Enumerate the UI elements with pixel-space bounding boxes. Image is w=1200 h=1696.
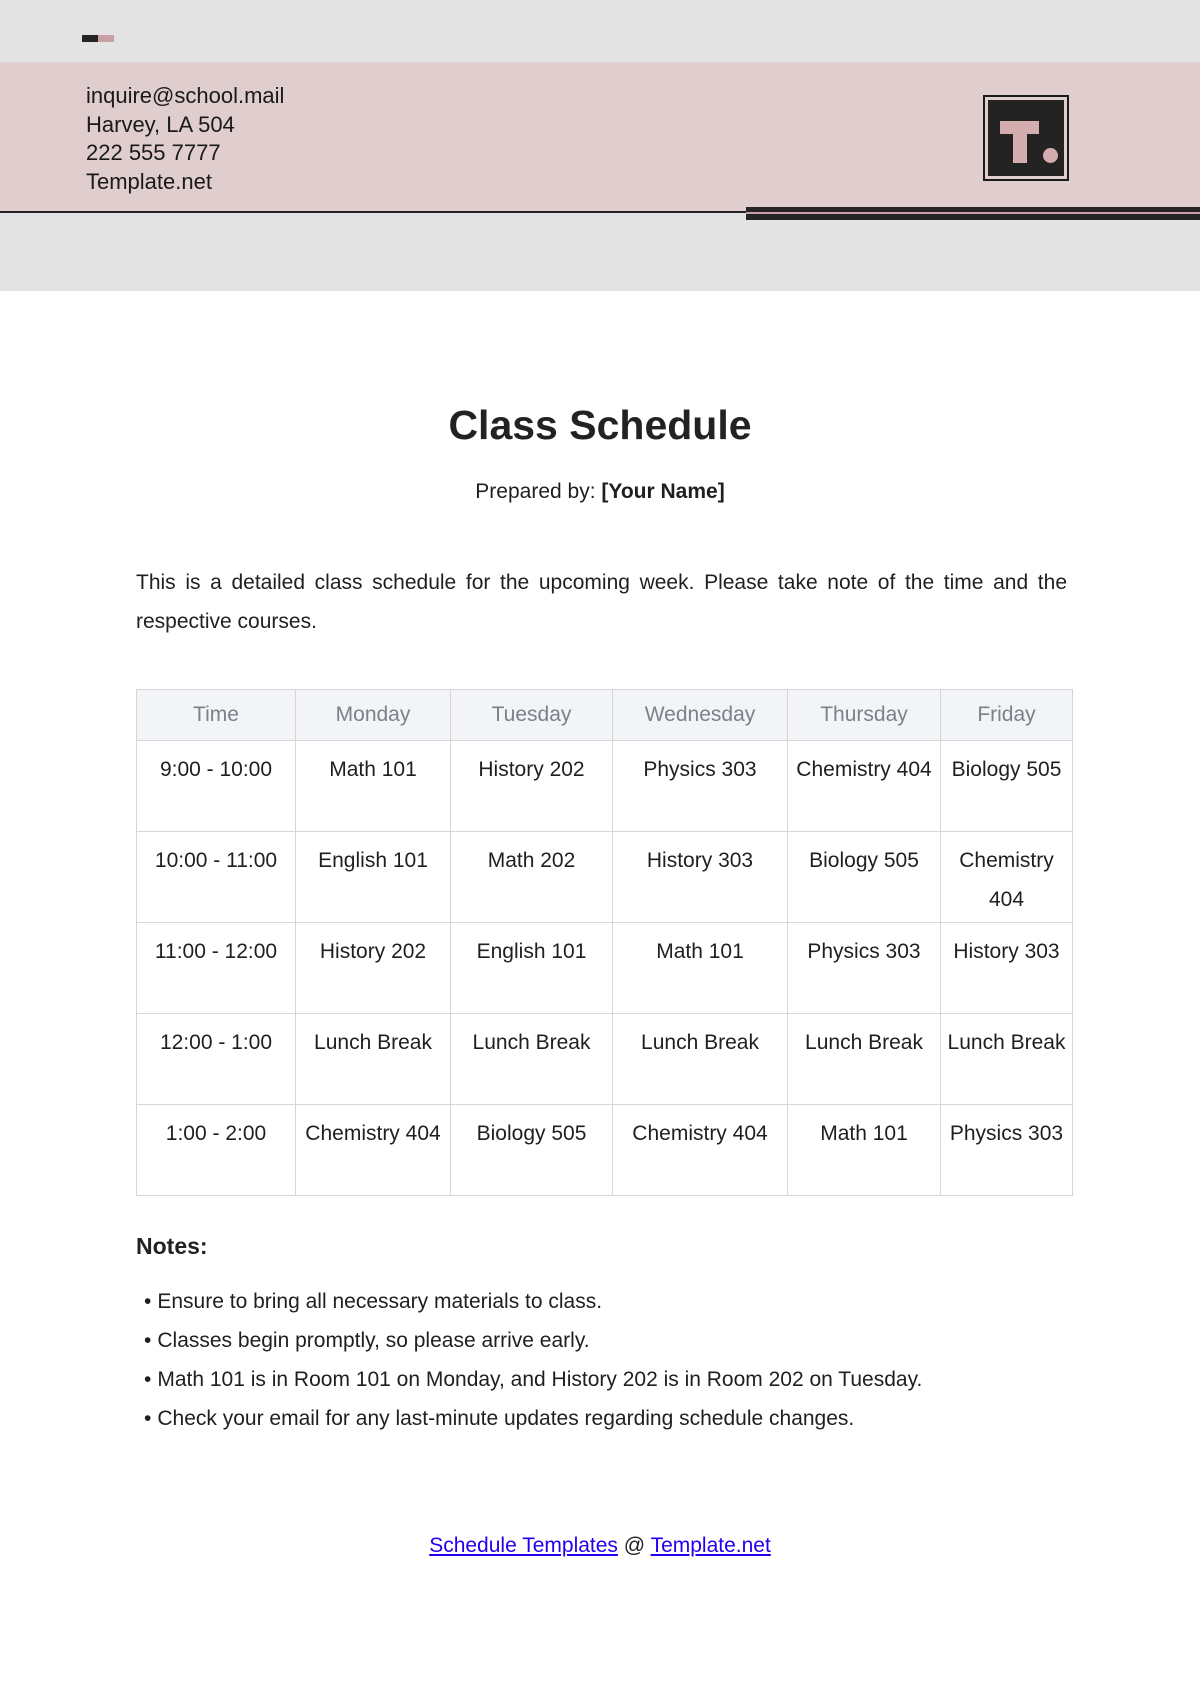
schedule-templates-link[interactable]: Schedule Templates <box>429 1534 618 1557</box>
cell: History 303 <box>941 923 1073 1014</box>
note-item: • Ensure to bring all necessary materials to class. <box>144 1282 922 1321</box>
page-title: Class Schedule <box>448 402 752 448</box>
notes-list <box>144 1282 922 1438</box>
cell: Lunch Break <box>451 1014 613 1105</box>
table-row <box>137 1105 1073 1196</box>
intro-paragraph: This is a detailed class schedule for the upcoming week. Please take note of the time and the respective courses. <box>136 571 1067 633</box>
schedule-table <box>136 689 1073 1196</box>
header-thursday: Thursday <box>788 690 941 741</box>
contact-website: Template.net <box>86 168 212 194</box>
prepared-label: Prepared by: <box>475 480 596 503</box>
cell: Chemistry 404 <box>613 1105 788 1196</box>
cell: Math 101 <box>296 741 451 832</box>
prepared-name: [Your Name] <box>601 480 725 503</box>
header-time: Time <box>137 690 296 741</box>
footer <box>0 1534 1200 1558</box>
cell: English 101 <box>296 832 451 923</box>
footer-separator: @ <box>623 1534 646 1557</box>
cell: Math 101 <box>788 1105 941 1196</box>
accent-mark <box>82 35 114 42</box>
cell-time: 11:00 - 12:00 <box>137 923 296 1014</box>
header-tuesday: Tuesday <box>451 690 613 741</box>
cell: Lunch Break <box>941 1014 1073 1105</box>
contact-address: Harvey, LA 504 <box>86 111 235 137</box>
header-friday: Friday <box>941 690 1073 741</box>
note-item: • Classes begin promptly, so please arrive early. <box>144 1321 922 1360</box>
accent-mark-dark <box>82 35 98 42</box>
note-item: • Check your email for any last-minute updates regarding schedule changes. <box>144 1399 922 1438</box>
cell: History 202 <box>296 923 451 1014</box>
cell: Chemistry 404 <box>788 741 941 832</box>
cell-time: 9:00 - 10:00 <box>137 741 296 832</box>
table-row <box>137 1014 1073 1105</box>
logo-t-stem <box>1013 121 1027 163</box>
contact-phone: 222 555 7777 <box>86 140 221 165</box>
table-row <box>137 832 1073 923</box>
template-logo-icon <box>983 95 1069 181</box>
cell: Physics 303 <box>613 741 788 832</box>
cell: History 303 <box>613 832 788 923</box>
cell-time: 1:00 - 2:00 <box>137 1105 296 1196</box>
accent-mark-pink <box>98 35 114 42</box>
cell: History 202 <box>451 741 613 832</box>
cell: Physics 303 <box>788 923 941 1014</box>
cell: Physics 303 <box>941 1105 1073 1196</box>
header-wednesday: Wednesday <box>613 690 788 741</box>
cell: Biology 505 <box>788 832 941 923</box>
note-item: • Math 101 is in Room 101 on Monday, and History 202 is in Room 202 on Tuesday. <box>144 1360 922 1399</box>
header-divider-line <box>0 211 750 213</box>
table-header-row <box>137 690 1073 741</box>
cell: Lunch Break <box>613 1014 788 1105</box>
table-row <box>137 741 1073 832</box>
prepared-by <box>0 480 1200 504</box>
notes-heading: Notes: <box>136 1233 208 1259</box>
logo-dot <box>1043 148 1058 163</box>
contact-info <box>86 82 284 196</box>
table-row <box>137 923 1073 1014</box>
double-bar-bottom <box>746 214 1200 220</box>
header-monday: Monday <box>296 690 451 741</box>
cell: Biology 505 <box>451 1105 613 1196</box>
cell: English 101 <box>451 923 613 1014</box>
cell: Math 202 <box>451 832 613 923</box>
cell: Chemistry 404 <box>941 832 1073 923</box>
cell: Math 101 <box>613 923 788 1014</box>
contact-email: inquire@school.mail <box>86 83 285 108</box>
cell: Biology 505 <box>941 741 1073 832</box>
cell: Lunch Break <box>296 1014 451 1105</box>
cell-time: 10:00 - 11:00 <box>137 832 296 923</box>
header-double-bar <box>746 207 1200 220</box>
cell: Chemistry 404 <box>296 1105 451 1196</box>
logo-inner <box>988 100 1064 176</box>
cell: Lunch Break <box>788 1014 941 1105</box>
template-net-link[interactable]: Template.net <box>650 1534 771 1557</box>
cell-time: 12:00 - 1:00 <box>137 1014 296 1105</box>
